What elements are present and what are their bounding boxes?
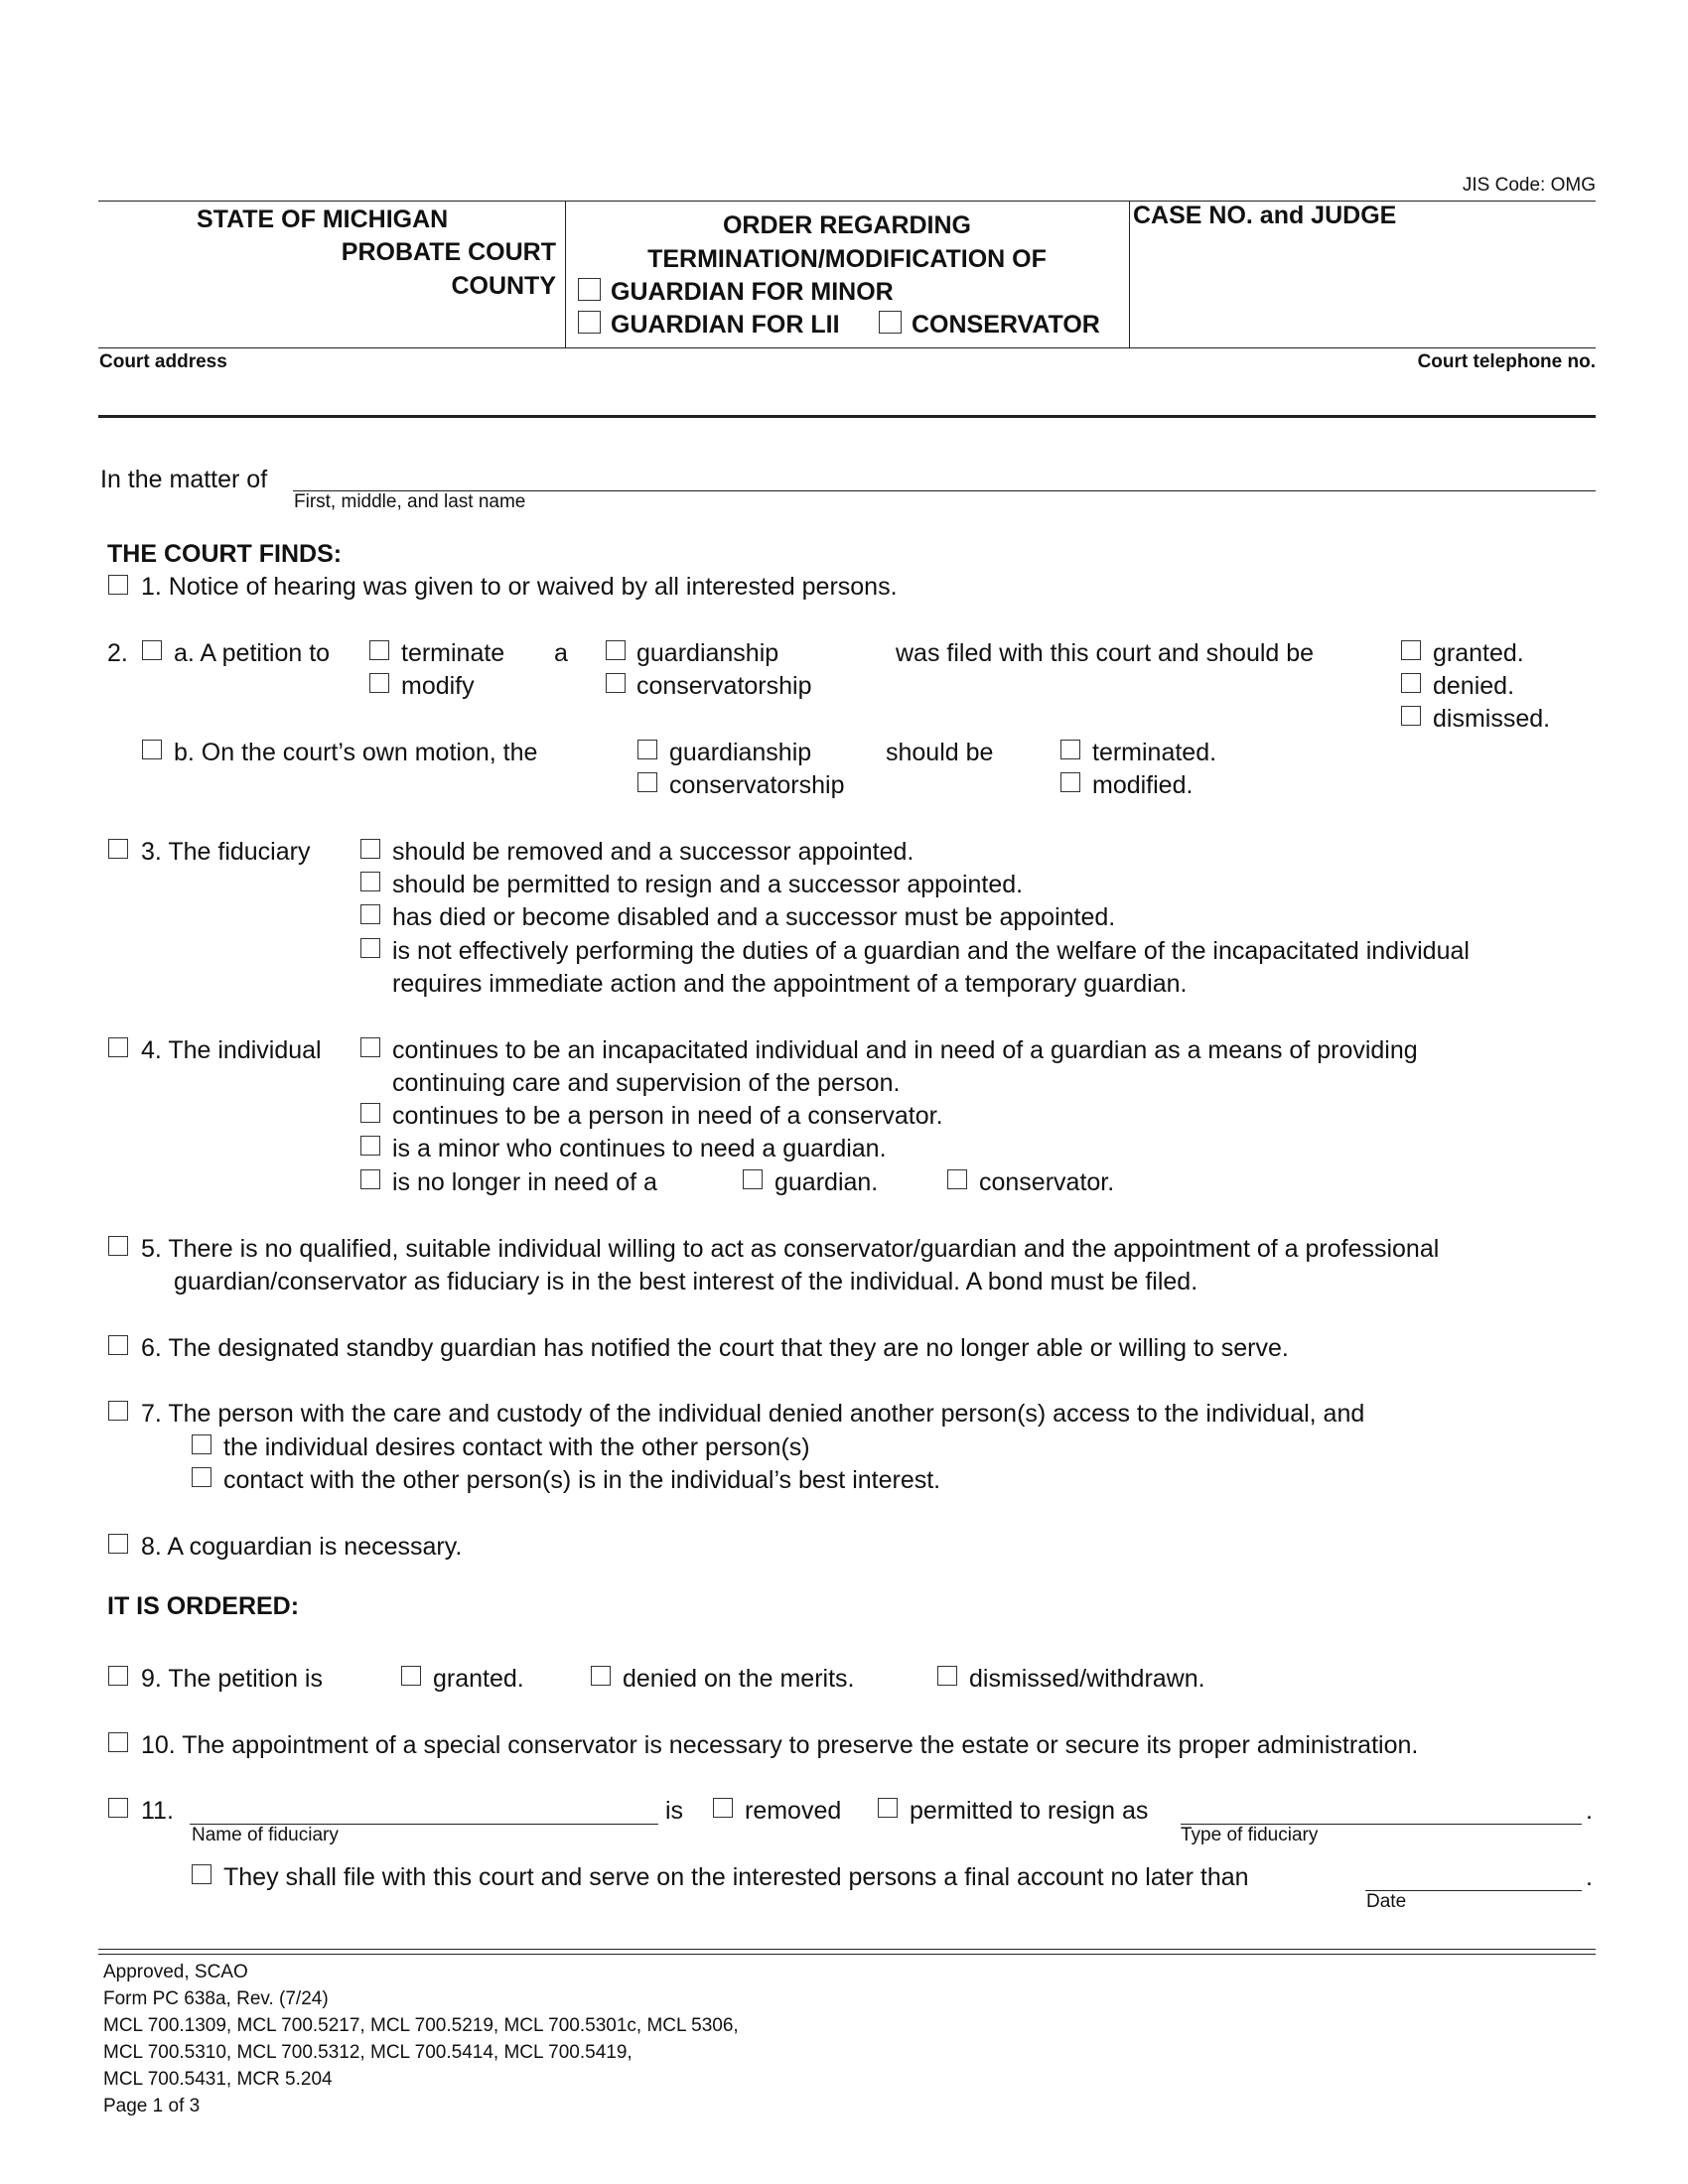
no-longer-needs-checkbox[interactable] (360, 1169, 380, 1189)
footer-statutes-1: MCL 700.1309, MCL 700.5217, MCL 700.5219, MCL 700.5301c, MCL 5306, (103, 2015, 739, 2036)
finding-2a-guardianship-checkbox[interactable] (606, 640, 626, 660)
finding-1-checkbox[interactable] (108, 575, 128, 595)
finding-2b-should-be: should be (886, 739, 994, 766)
fiduciary-not-performing-text-2: requires immediate action and the appointment of a temporary guardian. (392, 970, 1188, 998)
finding-2a-article: a (554, 639, 568, 667)
minor-needs-guardian-text: is a minor who continues to need a guardian. (392, 1135, 887, 1162)
guardian-minor-label: GUARDIAN FOR MINOR (611, 278, 894, 306)
order-11-removed-checkbox[interactable] (713, 1798, 733, 1818)
finding-2b-checkbox[interactable] (142, 740, 162, 759)
order-11-permitted-checkbox[interactable] (878, 1798, 898, 1818)
finding-6-text: 6. The designated standby guardian has notified the court that they are no longer able or willing to serve. (141, 1334, 1289, 1362)
finding-2a-label: a. A petition to (174, 639, 331, 667)
modified-label: modified. (1092, 771, 1194, 799)
order-9-checkbox[interactable] (108, 1666, 128, 1686)
finding-2b-label: b. On the court’s own motion, the (174, 739, 538, 766)
finding-4-label: 4. The individual (141, 1036, 322, 1064)
court-finds-heading: THE COURT FINDS: (107, 540, 343, 568)
needs-conservator-checkbox[interactable] (360, 1103, 380, 1123)
final-account-date-caption: Date (1366, 1891, 1407, 1912)
order-9-granted-checkbox[interactable] (401, 1666, 421, 1686)
fiduciary-type-caption: Type of fiduciary (1181, 1825, 1319, 1845)
fiduciary-died-checkbox[interactable] (360, 904, 380, 924)
court-address-label: Court address (99, 351, 227, 372)
no-longer-guardian-checkbox[interactable] (743, 1169, 763, 1189)
order-11-number: 11. (141, 1797, 174, 1825)
footer-page-number: Page 1 of 3 (103, 2096, 201, 2116)
guardian-lii-checkbox[interactable] (578, 311, 601, 334)
footer-statutes-2: MCL 700.5310, MCL 700.5312, MCL 700.5414, MCL 700.5419, (103, 2042, 633, 2063)
finding-7-text: 7. The person with the care and custody of the individual denied another person(s) access to the individual, and (141, 1400, 1365, 1428)
petition-denied-label: denied. (1433, 672, 1515, 700)
court-telephone-label: Court telephone no. (1417, 351, 1596, 372)
conservator-checkbox[interactable] (879, 311, 902, 334)
terminate-label: terminate (401, 639, 505, 667)
fiduciary-not-performing-checkbox[interactable] (360, 938, 380, 958)
fiduciary-not-performing-text-1: is not effectively performing the duties of a guardian and the welfare of the incapacitated individual (392, 937, 1470, 965)
case-no-label: CASE NO. and JUDGE (1133, 202, 1397, 229)
matter-name-caption: First, middle, and last name (294, 491, 526, 512)
finding-5-checkbox[interactable] (108, 1236, 128, 1256)
finding-2-number: 2. (107, 639, 128, 667)
finding-2b-conservatorship-label: conservatorship (669, 771, 845, 799)
order-11-period: . (1586, 1797, 1593, 1825)
footer-rule-2 (98, 1954, 1596, 1955)
form-title-line2: TERMINATION/MODIFICATION OF (647, 245, 1047, 273)
guardian-lii-label: GUARDIAN FOR LII (611, 311, 840, 339)
final-account-period: . (1586, 1863, 1593, 1891)
final-account-checkbox[interactable] (192, 1864, 211, 1884)
no-longer-needs-text: is no longer in need of a (392, 1168, 657, 1196)
fiduciary-name-caption: Name of fiduciary (192, 1825, 339, 1845)
desires-contact-checkbox[interactable] (192, 1434, 211, 1454)
order-11-checkbox[interactable] (108, 1798, 128, 1818)
it-is-ordered-heading: IT IS ORDERED: (107, 1592, 300, 1620)
header-divider-1 (565, 201, 566, 347)
fiduciary-removed-text: should be removed and a successor appointed. (392, 838, 914, 866)
no-longer-guardian-label: guardian. (774, 1168, 879, 1196)
modify-label: modify (401, 672, 475, 700)
petition-granted-checkbox[interactable] (1401, 640, 1421, 660)
fiduciary-removed-checkbox[interactable] (360, 839, 380, 859)
finding-2b-guardianship-label: guardianship (669, 739, 812, 766)
needs-conservator-text: continues to be a person in need of a conservator. (392, 1102, 943, 1130)
modify-checkbox[interactable] (369, 673, 389, 693)
header-divider-2 (1129, 201, 1130, 347)
jis-code: JIS Code: OMG (1462, 175, 1596, 196)
petition-dismissed-checkbox[interactable] (1401, 706, 1421, 726)
conservator-label: CONSERVATOR (912, 311, 1100, 339)
order-9-dismissed-checkbox[interactable] (937, 1666, 957, 1686)
fiduciary-died-text: has died or become disabled and a successor must be appointed. (392, 903, 1116, 931)
guardian-minor-checkbox[interactable] (578, 278, 601, 301)
no-longer-conservator-checkbox[interactable] (947, 1169, 967, 1189)
modified-checkbox[interactable] (1060, 772, 1080, 792)
finding-4-checkbox[interactable] (108, 1037, 128, 1057)
order-11-is: is (665, 1797, 684, 1825)
order-9-label: 9. The petition is (141, 1665, 323, 1693)
minor-needs-guardian-checkbox[interactable] (360, 1136, 380, 1156)
finding-2b-guardianship-checkbox[interactable] (637, 740, 657, 759)
county-label: COUNTY (451, 272, 556, 300)
order-9-dismissed-label: dismissed/withdrawn. (969, 1665, 1205, 1693)
finding-3-checkbox[interactable] (108, 839, 128, 859)
finding-5-text-1: 5. There is no qualified, suitable individual willing to act as conservator/guardian and the appointment of a professional (141, 1235, 1440, 1263)
finding-5-text-2: guardian/conservator as fiduciary is in the best interest of the individual. A bond must be filed. (174, 1268, 1198, 1296)
header-bottom-rule (98, 347, 1596, 348)
order-11-permitted-label: permitted to resign as (910, 1797, 1149, 1825)
address-rule (98, 415, 1596, 418)
finding-3-label: 3. The fiduciary (141, 838, 311, 866)
order-9-denied-label: denied on the merits. (623, 1665, 855, 1693)
order-10-checkbox[interactable] (108, 1732, 128, 1752)
incapacitated-text-2: continuing care and supervision of the person. (392, 1069, 901, 1097)
finding-2a-filed-text: was filed with this court and should be (896, 639, 1315, 667)
finding-2a-conservatorship-label: conservatorship (636, 672, 812, 700)
final-account-text: They shall file with this court and serve on the interested persons a final account no later than (223, 1863, 1249, 1891)
fiduciary-resign-checkbox[interactable] (360, 872, 380, 891)
petition-dismissed-label: dismissed. (1433, 705, 1551, 733)
terminated-label: terminated. (1092, 739, 1217, 766)
court-name: PROBATE COURT (341, 238, 556, 266)
matter-label: In the matter of (100, 466, 268, 493)
no-longer-conservator-label: conservator. (979, 1168, 1115, 1196)
desires-contact-text: the individual desires contact with the other person(s) (223, 1433, 810, 1461)
state-name: STATE OF MICHIGAN (197, 205, 449, 233)
terminate-checkbox[interactable] (369, 640, 389, 660)
petition-denied-checkbox[interactable] (1401, 673, 1421, 693)
finding-8-checkbox[interactable] (108, 1534, 128, 1554)
finding-6-checkbox[interactable] (108, 1335, 128, 1355)
footer-rule-1 (98, 1949, 1596, 1950)
order-9-granted-label: granted. (433, 1665, 524, 1693)
fiduciary-resign-text: should be permitted to resign and a successor appointed. (392, 871, 1024, 898)
footer-form-number: Form PC 638a, Rev. (7/24) (103, 1988, 329, 2009)
petition-granted-label: granted. (1433, 639, 1524, 667)
form-title-line1: ORDER REGARDING (722, 211, 971, 239)
order-11-removed-label: removed (745, 1797, 842, 1825)
finding-1-text: 1. Notice of hearing was given to or waived by all interested persons. (141, 573, 898, 601)
finding-2a-guardianship-label: guardianship (636, 639, 779, 667)
incapacitated-checkbox[interactable] (360, 1037, 380, 1057)
finding-8-text: 8. A coguardian is necessary. (141, 1533, 463, 1561)
finding-2a-checkbox[interactable] (142, 640, 162, 660)
terminated-checkbox[interactable] (1060, 740, 1080, 759)
finding-7-checkbox[interactable] (108, 1401, 128, 1421)
best-interest-text: contact with the other person(s) is in the individual’s best interest. (223, 1466, 941, 1494)
footer-approved: Approved, SCAO (103, 1962, 248, 1982)
order-10-text: 10. The appointment of a special conservator is necessary to preserve the estate or secure its proper administration. (141, 1731, 1419, 1759)
incapacitated-text-1: continues to be an incapacitated individual and in need of a guardian as a means of providing (392, 1036, 1418, 1064)
footer-statutes-3: MCL 700.5431, MCR 5.204 (103, 2069, 333, 2090)
best-interest-checkbox[interactable] (192, 1467, 211, 1487)
order-9-denied-checkbox[interactable] (591, 1666, 611, 1686)
finding-2a-conservatorship-checkbox[interactable] (606, 673, 626, 693)
finding-2b-conservatorship-checkbox[interactable] (637, 772, 657, 792)
